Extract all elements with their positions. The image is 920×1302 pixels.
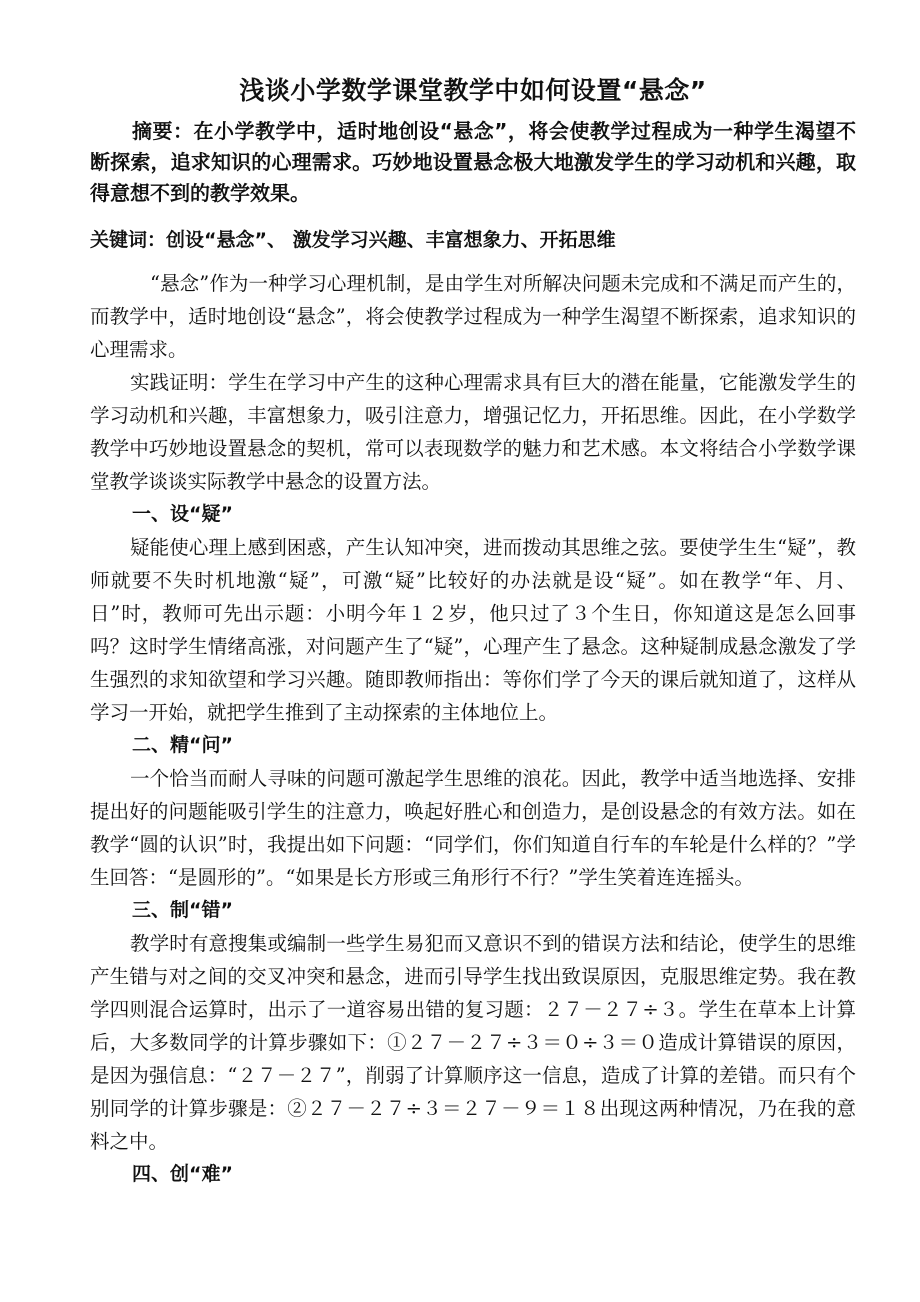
- abstract: 摘要：在小学教学中，适时地创设“悬念”，将会使教学过程成为一种学生渴望不断探索，追求知识的心理需求。巧妙地设置悬念极大地激发学生的学习动机和兴趣，取得意想不到的教学效果。: [90, 119, 856, 205]
- section-body: 疑能使心理上感到困惑，产生认知冲突，进而拨动其思维之弦。要使学生生“疑”，教师就要不失时机地激“疑”，可激“疑”比较好的办法就是设“疑”。如在教学“年、月、日”时，教师可先出示题：小明今年１２岁，他只过了３个生日，你知道这是怎么回事吗？这时学生情绪高涨，对问题产生了“疑”，心理产生了悬念。这种疑制成悬念激发了学生强烈的求知欲望和学习兴趣。随即教师指出：等你们学了今天的课后就知道了，这样从学习一开始，就把学生推到了主动探索的主体地位上。: [90, 536, 856, 724]
- intro-paragraph: “悬念”作为一种学习心理机制，是由学生对所解决问题未完成和不满足而产生的，而教学中，适时地创设“悬念”，将会使教学过程成为一种学生渴望不断探索，追求知识的心理需求。: [90, 272, 856, 361]
- section-heading: 三、制“错”: [132, 899, 233, 921]
- document-title: 浅谈小学数学课堂教学中如何设置“悬念”: [239, 76, 707, 105]
- keywords: 关键词：创设“悬念”、 激发学习兴趣、丰富想象力、开拓思维: [90, 229, 616, 251]
- section-heading: 四、创“难”: [132, 1163, 233, 1185]
- section-heading: 一、设“疑”: [132, 503, 233, 525]
- section-body: 教学时有意搜集或编制一些学生易犯而又意识不到的错误方法和结论，使学生的思维产生错与对之间的交叉冲突和悬念，进而引导学生找出致误原因，克服思维定势。我在教学四则混合运算时，出示了一道容易出错的复习题：２７－２７÷３。学生在草本上计算后，大多数同学的计算步骤如下：①２７－２７÷３＝０÷３＝０造成计算错误的原因，是因为强信息：“２７－２７”，削弱了计算顺序这一信息，造成了计算的差错。而只有个别同学的计算步骤是：②２７－２７÷３＝２７－９＝１８出现这两种情况，乃在我的意料之中。: [90, 932, 856, 1153]
- document-page: [90, 72, 856, 1191]
- section-body: 一个恰当而耐人寻味的问题可激起学生思维的浪花。因此，教学中适当地选择、安排提出好的问题能吸引学生的注意力，唤起好胜心和创造力，是创设悬念的有效方法。如在教学“圆的认识”时，我提出如下问题：“同学们，你们知道自行车的车轮是什么样的？”学生回答：“是圆形的”。“如果是长方形或三角形行不行？”学生笑着连连摇头。: [90, 767, 856, 889]
- intro-paragraph: 实践证明：学生在学习中产生的这种心理需求具有巨大的潜在能量，它能激发学生的学习动机和兴趣，丰富想象力，吸引注意力，增强记忆力，开拓思维。因此，在小学数学教学中巧妙地设置悬念的契机，常可以表现数学的魅力和艺术感。本文将结合小学数学课堂教学谈谈实际教学中悬念的设置方法。: [90, 371, 856, 493]
- section-heading: 二、精“问”: [132, 734, 233, 756]
